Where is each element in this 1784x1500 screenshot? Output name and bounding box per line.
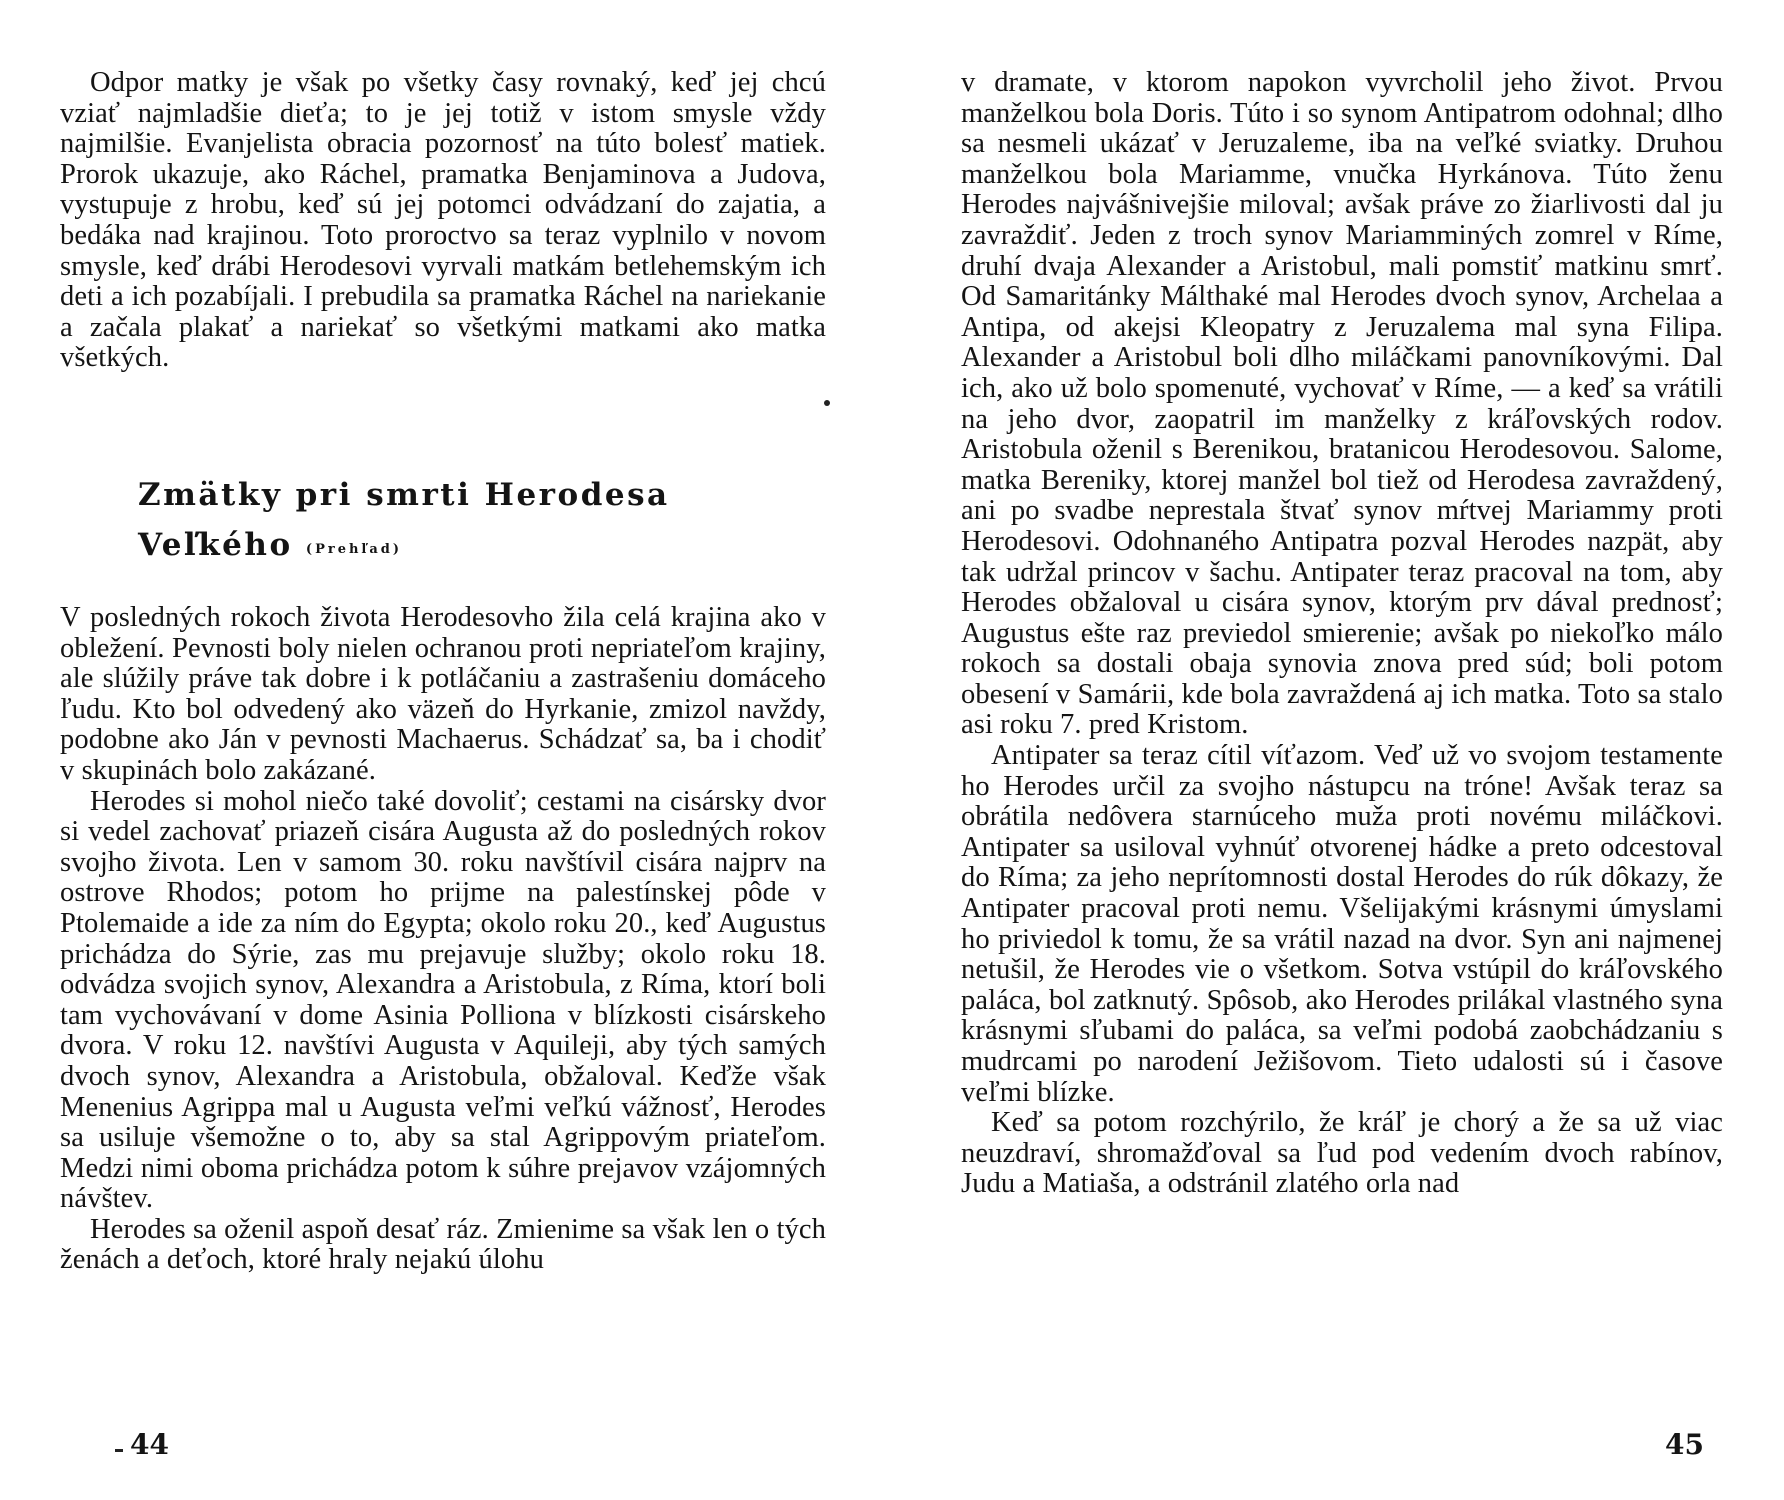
left-text-top (60, 68, 826, 374)
left-page (60, 0, 826, 1500)
chapter-heading (138, 470, 778, 575)
paragraph: Keď sa potom rozchýrilo, že kráľ je chorý a že sa už viac neuzdraví, shromažďoval sa ľud pod vedením dvoch rabínov, Judu a Matiaša, a odstránil zlatého orla nad (961, 1107, 1723, 1200)
ink-mark (115, 1449, 123, 1452)
chapter-heading-subtitle: (Prehľad) (305, 542, 403, 557)
chapter-heading-line-1: Zmätky pri smrti Herodesa (138, 477, 670, 513)
right-page (961, 0, 1723, 1500)
page-number-left: 44 (130, 1428, 169, 1461)
right-text (961, 68, 1723, 1200)
paragraph: V posledných rokoch života Herodesovho žila celá krajina ako v obležení. Pevnosti boly nielen ochranou proti nepriateľom krajiny, ale slúžily práve tak dobre i k potláčaniu a zastrašeniu domáceho ľudu. Kto bol odvedený ako väzeň do Hyrkanie, zmizol navždy, podobne ako Ján v pevnosti Machaerus. Schádzať sa, ba i chodiť v skupinách bolo zakázané. (60, 602, 826, 786)
paragraph: Herodes si mohol niečo také dovoliť; cestami na cisársky dvor si vedel zachovať priazeň cisára Augusta až do posledných rokov svojho života. Len v samom 30. roku navštívil cisára najprv na ostrove Rhodos; potom ho prijme na palestínskej pôde v Ptolemaide a ide za ním do Egypta; okolo roku 20., keď Augustus prichádza do Sýrie, zas mu prejavuje služby; okolo roku 18. odvádza svojich synov, Alexandra a Aristobula, z Ríma, ktorí boli tam vychovávaní v dome Asinia Polliona v blízkosti cisárskeho dvora. V roku 12. navštívi Augusta v Aquileji, aby tých samých dvoch synov, Alexandra a Aristobula, obžaloval. Keďže však Menenius Agrippa mal u Augusta veľmi veľkú vážnosť, Herodes sa usiluje všemožne o to, aby sa stal Agrippovým priateľom. Medzi nimi oboma prichádza potom k súhre prejavov vzájomných návštev. (60, 785, 826, 1215)
left-text-bottom (60, 603, 826, 1276)
chapter-heading-word: Veľkého (138, 527, 293, 563)
paragraph: v dramate, v ktorom napokon vyvrcholil jeho život. Prvou manželkou bola Doris. Túto i so synom Antipatrom odohnal; dlho sa nesmeli ukázať v Jeruzaleme, iba na veľké sviatky. Druhou manželkou bola Mariamme, vnučka Hyrkánova. Túto ženu Herodes najvášnivejšie miloval; avšak práve zo žiarlivosti dal ju zavraždiť. Jeden z troch synov Mariamminých zomrel v Ríme, druhí dvaja Alexander a Aristobul, mali pomstiť matkinu smrť. Od Samaritánky Málthaké mal Herodes dvoch synov, Archelaa a Antipa, od akejsi Kleopatry z Jeruzalema mal syna Filipa. Alexander a Aristobul boli dlho miláčkami panovníkovými. Dal ich, ako už bolo spomenuté, vychovať v Ríme, — a keď sa vrátili na jeho dvor, zaopatril im manželky z kráľovských rodov. Aristobula oženil s Berenikou, bratanicou Herodesovou. Salome, matka Bereniky, ktorej manžel bol tiež od Herodesa zavraždený, ani po svadbe neprestala štvať synov mŕtvej Mariammy proti Herodesovi. Odohnaného Antipatra pozval Herodes nazpät, aby tak udržal princov v šachu. Antipater teraz pracoval na tom, aby Herodes obžaloval u cisára synov, ktorým prv dával prednosť; Augustus ešte raz previedol smierenie; avšak po niekoľko málo rokoch sa dostali obaja synovia znova pred súd; boli potom obesení v Samárii, kde bola zavraždená aj ich matka. Toto sa stalo asi roku 7. pred Kristom. (961, 67, 1723, 741)
page-number-right: 45 (1665, 1428, 1704, 1461)
paragraph: Odpor matky je však po všetky časy rovnaký, keď jej chcú vziať najmladšie dieťa; to je jej totiž v istom smysle vždy najmilšie. Evanjelista obracia pozornosť na túto bolesť matiek. Prorok ukazuje, ako Ráchel, pramatka Benjaminova a Judova, vystupuje z hrobu, keď sú jej potomci odvádzaní do zajatia, a bedáka nad krajinou. Toto proroctvo sa teraz vyplnilo v novom smysle, keď drábi Herodesovi vyrvali matkám betlehemským ich deti a ich pozabíjali. I prebudila sa pramatka Ráchel na nariekanie a začala plakať a nariekať so všetkými matkami ako matka všetkých. (60, 67, 826, 374)
chapter-heading-line-2 (138, 520, 778, 575)
paragraph: Herodes sa oženil aspoň desať ráz. Zmienime sa však len o tých ženách a deťoch, ktoré hraly nejakú úlohu (60, 1213, 826, 1276)
ink-dot (824, 400, 830, 406)
paragraph: Antipater sa teraz cítil víťazom. Veď už vo svojom testamente ho Herodes určil za svojho nástupcu na tróne! Avšak teraz sa obrátila nedôvera starnúceho muža proti novému miláčkovi. Antipater sa usiloval vyhnúť otvorenej hádke a preto odcestoval do Ríma; za jeho neprítomnosti dostal Herodes do rúk dôkazy, že Antipater pracoval proti nemu. Všelijakými krásnymi úmyslami ho priviedol k tomu, že sa vrátil nazad na dvor. Syn ani najmenej netušil, že Herodes vie o všetkom. Sotva vstúpil do kráľovského paláca, bol zatknutý. Spôsob, ako Herodes prilákal vlastného syna krásnymi sľubami do paláca, sa veľmi podobá zaobchádzaniu s mudrcami po narodení Ježišovom. Tieto udalosti sú i časove veľmi blízke. (961, 740, 1723, 1108)
